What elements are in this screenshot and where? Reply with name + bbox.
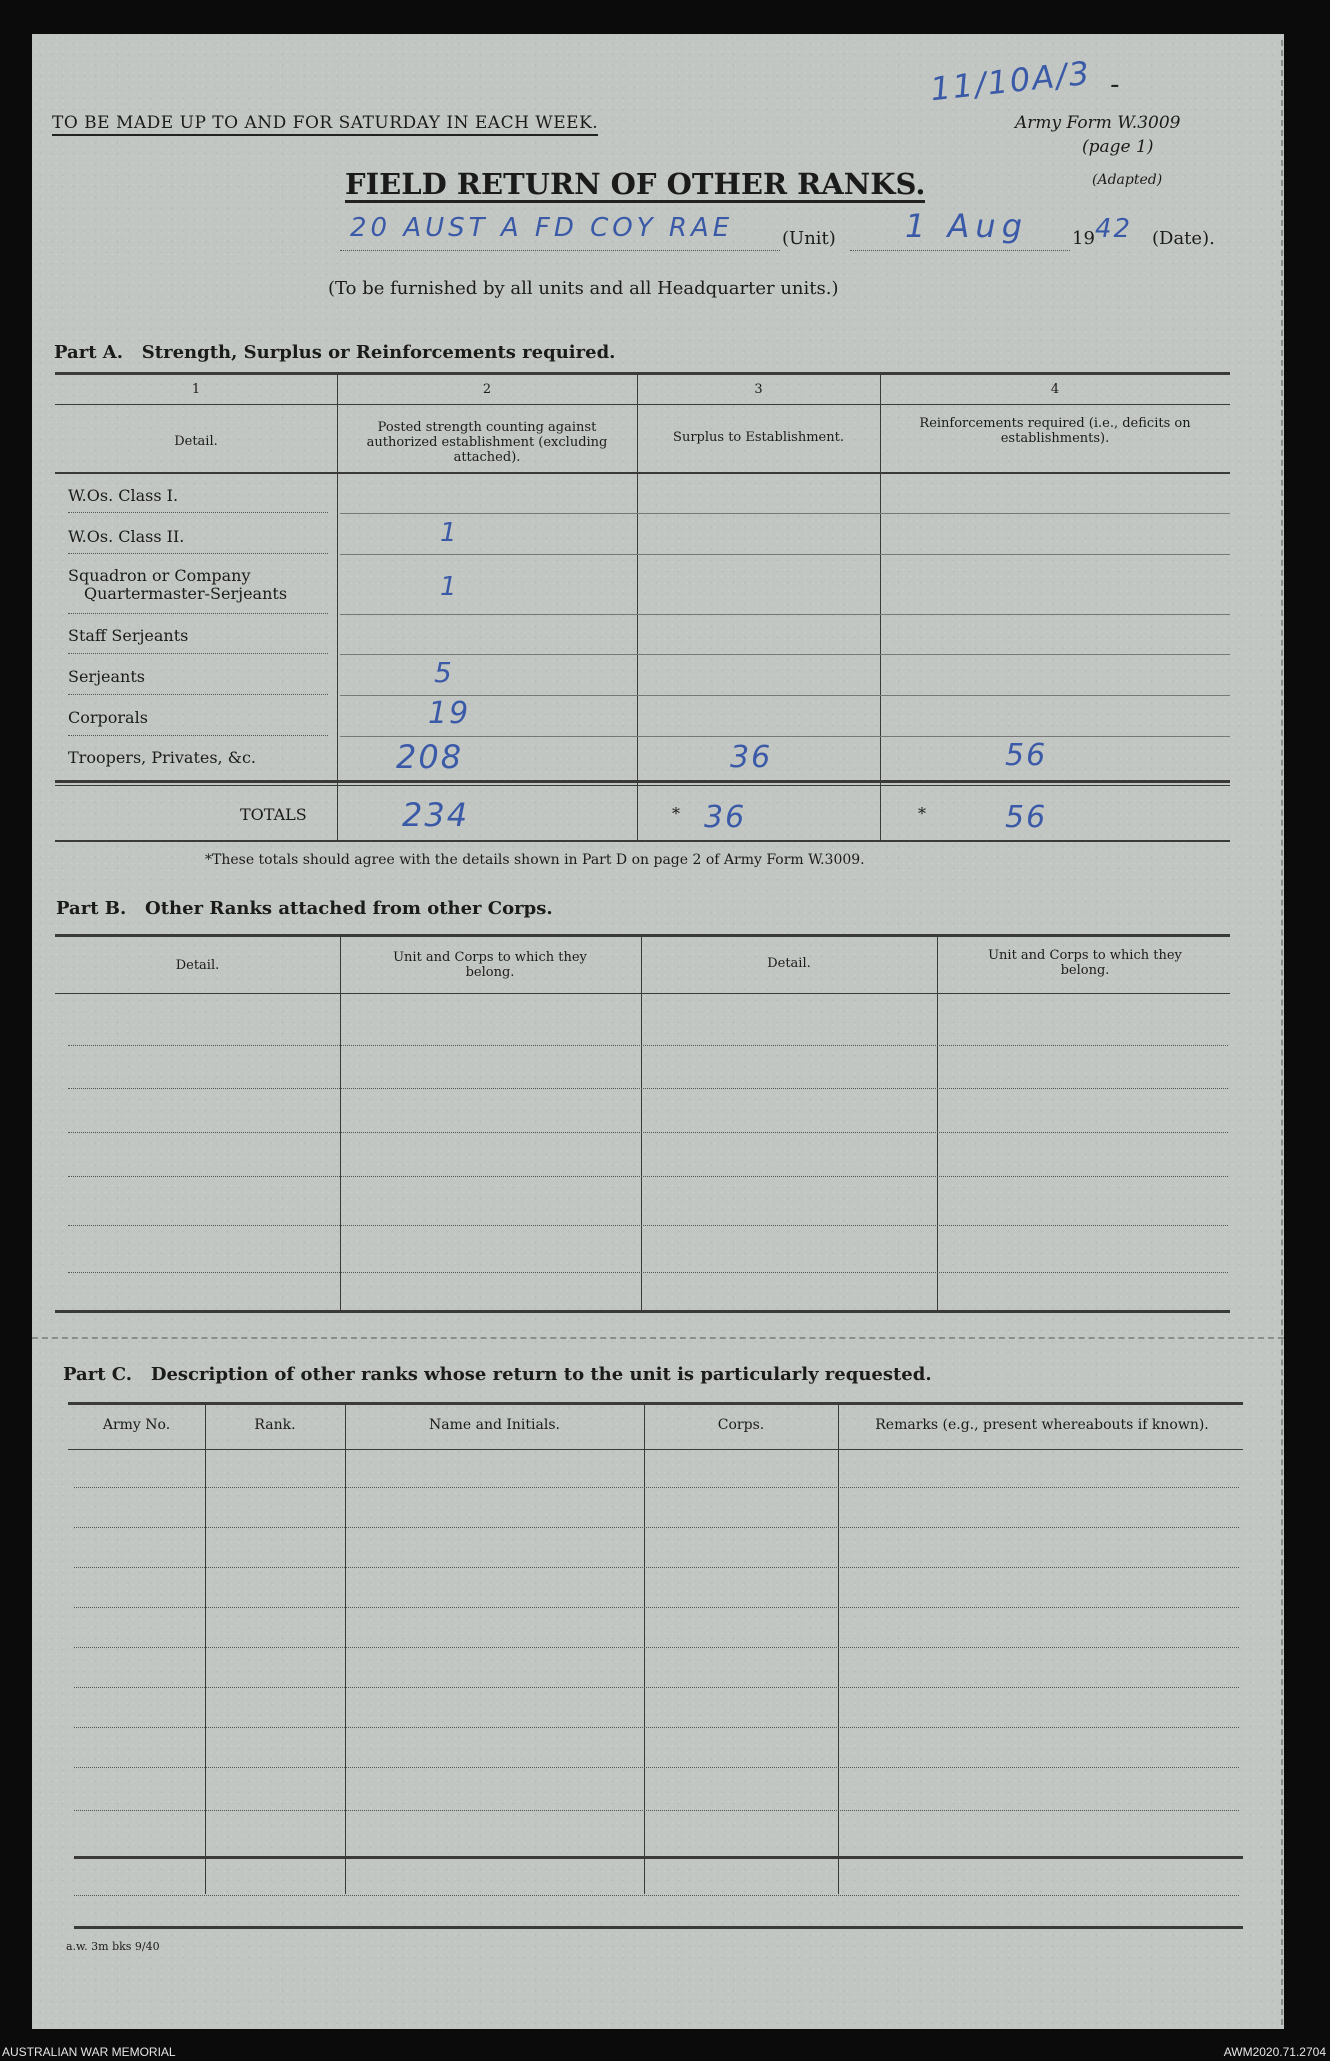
- footer-left: AUSTRALIAN WAR MEMORIAL: [2, 2045, 176, 2059]
- col-header-reinforcements: Reinforcements required (i.e., deficits on establishments).: [919, 416, 1191, 446]
- part-c-line-2: [74, 1527, 1239, 1528]
- grid-a-r1: [340, 513, 1230, 514]
- dots-a-r2: [68, 553, 328, 554]
- part-b-col-sep1: [340, 936, 341, 1310]
- perforation-vertical: [1281, 40, 1283, 2025]
- part-b-line-1: [68, 1045, 1228, 1046]
- row-label-privates: Troopers, Privates, &c.: [68, 748, 257, 767]
- page-title: FIELD RETURN OF OTHER RANKS.: [345, 167, 926, 201]
- part-a-note: *These totals should agree with the details shown in Part D on page 2 of Army Form W.3009.: [205, 852, 865, 868]
- file-reference: 11/10A/3: [928, 53, 1093, 109]
- print-code: a.w. 3m bks 9/40: [66, 1940, 160, 1953]
- part-c-col-corps: Corps.: [717, 1417, 765, 1433]
- posted-serjeants: 5: [434, 656, 454, 689]
- part-c-line-4: [74, 1607, 1239, 1608]
- totals-surplus: 36: [704, 800, 747, 835]
- part-b-line-3: [68, 1132, 1228, 1133]
- perforation-horizontal: [32, 1337, 1284, 1339]
- part-c-top-rule: [68, 1402, 1243, 1405]
- part-b-top-rule: [55, 934, 1230, 937]
- part-c-col-name: Name and Initials.: [429, 1417, 560, 1433]
- part-b-col-unit-1: Unit and Corps to which they belong.: [393, 950, 587, 980]
- part-b-line-6: [68, 1272, 1228, 1273]
- part-c-col-rank: Rank.: [254, 1417, 296, 1433]
- posted-cqms: 1: [440, 572, 459, 602]
- subtitle: (To be furnished by all units and all Headquarter units.): [328, 278, 839, 299]
- part-c-line-7: [74, 1727, 1239, 1728]
- part-c-line-10: [74, 1895, 1239, 1896]
- totals-posted: 234: [402, 796, 470, 834]
- part-c-line-3: [74, 1567, 1239, 1568]
- row-label-staff-serjeants: Staff Serjeants: [68, 626, 189, 645]
- row-label-serjeants: Serjeants: [68, 667, 145, 686]
- part-a-bottom-rule: [55, 840, 1230, 842]
- part-c-total-rule: [74, 1856, 1243, 1859]
- col-header-surplus: Surplus to Establishment.: [673, 430, 844, 445]
- part-b-col-detail-2: Detail.: [767, 956, 811, 971]
- col-number-2: 2: [482, 382, 492, 397]
- form-adapted: (Adapted): [1092, 172, 1163, 188]
- dots-a-r5: [68, 694, 328, 695]
- posted-privates: 208: [396, 738, 464, 776]
- form-name: Army Form W.3009: [1015, 113, 1181, 133]
- dots-a-r3: [68, 613, 328, 614]
- dots-a-r4: [68, 653, 328, 654]
- part-c-header-rule: [68, 1449, 1243, 1450]
- row-label-cqms: Squadron or Company: [68, 566, 251, 585]
- part-c-line-9: [74, 1810, 1239, 1811]
- part-c-line-8: [74, 1767, 1239, 1768]
- part-a-heading: Part A. Strength, Surplus or Reinforcements required.: [54, 342, 616, 363]
- unit-dotted-line: [340, 250, 780, 251]
- part-c-col-remarks: Remarks (e.g., present whereabouts if known).: [875, 1417, 1209, 1433]
- surplus-privates: 36: [730, 740, 773, 775]
- form-sheet: [32, 34, 1284, 2029]
- reinf-privates: 56: [1005, 738, 1048, 773]
- part-b-line-4: [68, 1176, 1228, 1177]
- posted-corporals: 19: [428, 696, 471, 731]
- part-c-col-sep1: [205, 1404, 206, 1894]
- grid-a-r6: [340, 736, 1230, 737]
- part-c-col-sep4: [838, 1404, 839, 1894]
- dots-a-r1: [68, 512, 328, 513]
- part-c-heading: Part C. Description of other ranks whose return to the unit is particularly requested.: [63, 1364, 932, 1385]
- date-label: (Date).: [1152, 228, 1215, 249]
- grid-a-r3: [340, 614, 1230, 615]
- form-page: (page 1): [1082, 137, 1154, 157]
- totals-star-reinf: *: [918, 804, 926, 823]
- dash-mark: -: [1110, 70, 1122, 100]
- part-b-col-detail-1: Detail.: [175, 958, 220, 973]
- part-a-top-rule: [55, 372, 1230, 375]
- year-prefix: 19: [1072, 228, 1095, 249]
- part-c-line-5: [74, 1647, 1239, 1648]
- instruction-text: TO BE MADE UP TO AND FOR SATURDAY IN EACH WEEK.: [52, 113, 598, 136]
- part-a-col-sep3: [880, 374, 881, 840]
- part-b-bottom-rule: [55, 1310, 1230, 1313]
- part-b-col-sep3: [937, 936, 938, 1310]
- totals-star-surplus: *: [672, 804, 680, 823]
- row-label-corporals: Corporals: [68, 708, 148, 727]
- part-a-totals-rule2: [55, 785, 1230, 786]
- part-b-header-rule: [55, 993, 1230, 994]
- dots-a-r6: [68, 735, 328, 736]
- footer-right: AWM2020.71.2704: [1223, 2045, 1326, 2059]
- part-a-totals-rule1: [55, 780, 1230, 783]
- part-c-col-sep2: [345, 1404, 346, 1894]
- col-number-3: 3: [754, 382, 763, 397]
- unit-value: 20 AUST A FD COY RAE: [350, 213, 734, 243]
- unit-label: (Unit): [782, 228, 836, 249]
- posted-wo2: 1: [440, 518, 459, 548]
- date-dotted-line: [850, 250, 1070, 251]
- col-header-detail: Detail.: [174, 434, 218, 449]
- part-c-line-6: [74, 1687, 1239, 1688]
- part-b-heading: Part B. Other Ranks attached from other Corps.: [56, 898, 553, 919]
- col-header-posted: Posted strength counting against authorized establishment (excluding attached).: [366, 420, 608, 465]
- part-a-number-rule: [55, 404, 1230, 405]
- part-c-line-1: [74, 1487, 1239, 1488]
- part-c-col-sep3: [644, 1404, 645, 1894]
- part-b-line-2: [68, 1088, 1228, 1089]
- col-number-4: 4: [1050, 382, 1060, 397]
- year-value: 42: [1095, 214, 1133, 244]
- part-a-header-rule: [55, 472, 1230, 474]
- row-label-cqms-2: Quartermaster-Serjeants: [84, 584, 288, 603]
- totals-reinf: 56: [1005, 800, 1048, 835]
- row-label-wo2: W.Os. Class II.: [68, 527, 185, 546]
- part-c-bottom-rule: [74, 1926, 1243, 1929]
- date-value: 1 Aug: [905, 207, 1029, 245]
- part-b-col-unit-2: Unit and Corps to which they belong.: [988, 948, 1182, 978]
- totals-label: TOTALS: [240, 805, 307, 824]
- row-label-wo1: W.Os. Class I.: [68, 486, 179, 505]
- grid-a-r4: [340, 654, 1230, 655]
- part-a-col-sep1: [337, 374, 338, 840]
- grid-a-r2: [340, 554, 1230, 555]
- col-number-1: 1: [191, 382, 201, 397]
- part-b-col-sep2: [641, 936, 642, 1310]
- grid-a-r5: [340, 695, 1230, 696]
- part-c-col-army-no: Army No.: [102, 1417, 171, 1433]
- part-b-line-5: [68, 1225, 1228, 1226]
